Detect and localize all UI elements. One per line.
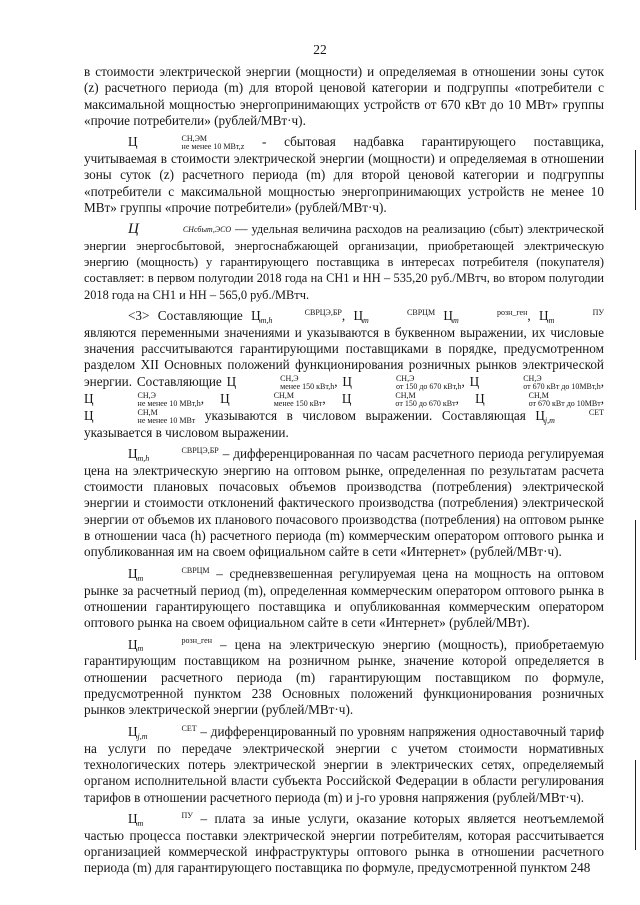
paragraph-3: Ц CHсбыт,ЭСО — удельная величина расходов на реализацию (сбыт) электрической энергии энергосбытовой, энергоснабжающей организации, приобретающей электрическую энергию (мощность) у гарантирующего поставщика в интересах потребителя (покупателя) составляет: в первом полугодии 2018 года на СН1 и НН – 535,20 руб./МВтч, во втором полугодии 2018 года на СН1 и НН – 565,0 руб./МВтч.	[84, 221, 604, 302]
formula-symbol: Ц розн_ген m	[443, 307, 528, 325]
formula-symbol: Ц розн_ген m	[128, 636, 212, 654]
formula-symbol: Ц СВРЦЭ,БР m,h	[128, 445, 219, 463]
paragraph-5: Ц СВРЦЭ,БР m,h – дифференцированная по часам расчетного периода регулируемая цена на электрическую энергию на оптовом рынке, определенная по результатам расчета стоимости плановых почасовых объемов производства (потребления) электрической энергии и стоимости отклонений фактического производства (потребления) электрической энергии от объемов их планового почасового производства (потребления) на оптовом рынке в отношении часа (h) расчетного периода (m) коммерческим оператором оптового рынка и опубликованная им на своем официальном сайте в сети «Интернет» (рублей/МВт·ч).	[84, 445, 604, 560]
formula-symbol: Ц СН,Э от 670 кВт до 10МВт,h	[469, 373, 601, 391]
formula-symbol: Ц СН,М от 150 до 670 кВт	[341, 390, 456, 408]
paragraph-7: Ц розн_ген m – цена на электрическую энергию (мощность), приобретаемую гарантирующим поставщиком на розничном рынке, значение которой определяется в отношении расчетного периода (m) гарантирующим поставщиком по формуле, предусмотренной пунктом 238 Основных положений функционирования розничных рынков электрической энергии (рублей/МВт·ч).	[84, 636, 604, 718]
formula-symbol: Ц ПУ m	[128, 810, 193, 828]
formula-symbol: Ц СН,Э от 150 до 670 кВт,h	[342, 373, 462, 391]
formula-symbol: Ц СН,Э не менее 10 МВт,h	[84, 390, 201, 408]
formula-symbol: Ц СН,ЭМ не менее 10 МВт,z	[128, 134, 245, 152]
formula-symbol: Ц СВРЦМ m	[353, 307, 436, 325]
document-body	[84, 64, 604, 882]
formula-symbol: Ц СВРЦМ m	[128, 565, 210, 583]
formula-symbol: Ц СЕТ j,m	[535, 407, 604, 425]
formula-symbol: Ц ПУ m	[539, 307, 605, 325]
formula-symbol: Ц СЕТ j,m	[128, 723, 197, 741]
paragraph-1: в стоимости электрической энергии (мощности) и определяемая в отношении зоны суток (z) расчетного периода (m) для второй ценовой категории и подгруппы «потребители с максимальной мощностью энергопринимающих устройств от 670 кВт до 10 МВт» группы «прочие потребители» (рублей/МВт·ч).	[84, 64, 604, 128]
formula-symbol: Ц СВРЦЭ,БР m,h	[251, 307, 342, 325]
formula-symbol: Ц CHсбыт,ЭСО	[128, 221, 232, 238]
page-number: 22	[313, 42, 327, 57]
paragraph-9: Ц ПУ m – плата за иные услуги, оказание которых является неотъемлемой частью процесса поставки электрической энергии потребителям, которая рассчитывается организацией коммерческой инфраструктуры оптового рынка в отношении расчетного периода (m) для гарантирующего поставщика по формуле, предусмотренной пунктом 248	[84, 810, 604, 876]
paragraph-4: <3> Составляющие Ц СВРЦЭ,БР m,h , Ц СВРЦМ m Ц розн_ген m , Ц ПУ m являются переменными значениями и указываются в буквенном выражении, их числовые значения рассчитываются гарантирующими поставщиками в порядке, предусмотренном разделом XII Основных положений функционирования розничных рынков электрической энергии. Составляющие Ц СН,Э менее 150 кВт,h , Ц СН,Э от 150 до 670 кВт,h , Ц СН,Э от 670 кВт до 10МВт,h , Ц СН,Э не менее 10 МВт,h , Ц СН,М менее 150 кВт , Ц СН,М от 150 до 670 кВт , Ц СН,М от 670 кВт до 10МВт , Ц СН,М не менее 10 МВт указываются в числовом выражении. Составляющая Ц СЕТ j,m указывается в числовом выражении.	[84, 307, 605, 440]
paragraph-8: Ц СЕТ j,m – дифференцированный по уровням напряжения одноставочный тариф на услуги по передаче электрической энергии с учетом стоимости нормативных технологических потерь электрической энергии в электрических сетях, определяемый органом исполнительной власти субъекта Российской Федерации в области регулирования тарифов в отношении расчетного периода (m) и j-го уровня напряжения (рублей/МВт·ч).	[84, 723, 604, 805]
paragraph-6: Ц СВРЦМ m – средневзвешенная регулируемая цена на мощность на оптовом рынке за расчетный период (m), определенная коммерческим оператором оптового рынка в отношении гарантирующего поставщика и опубликованная коммерческим оператором оптового рынка на своем официальном сайте в сети «Интернет» (рублей/МВт).	[84, 565, 604, 631]
formula-symbol: Ц СН,Э менее 150 кВт,h	[226, 373, 335, 391]
formula-symbol: Ц СН,М от 670 кВт до 10МВт	[475, 390, 601, 408]
formula-symbol: Ц СН,М не менее 10 МВт	[84, 407, 196, 425]
scan-edge-line	[635, 520, 636, 660]
paragraph-2: Ц СН,ЭМ не менее 10 МВт,z - сбытовая надбавка гарантирующего поставщика, учитываемая в стоимости электрической энергии (мощности) и определяемая в отношении зоны суток (z) расчетного периода (m) для второй ценовой категории и подгруппы «потребители с максимальной мощностью энергопринимающих устройств не менее 10 МВт» группы «прочие потребители» (рублей/МВт·ч).	[84, 134, 604, 216]
scan-edge-line	[635, 760, 636, 850]
scan-edge-line	[635, 150, 636, 210]
formula-symbol: Ц СН,М менее 150 кВт	[220, 390, 323, 408]
